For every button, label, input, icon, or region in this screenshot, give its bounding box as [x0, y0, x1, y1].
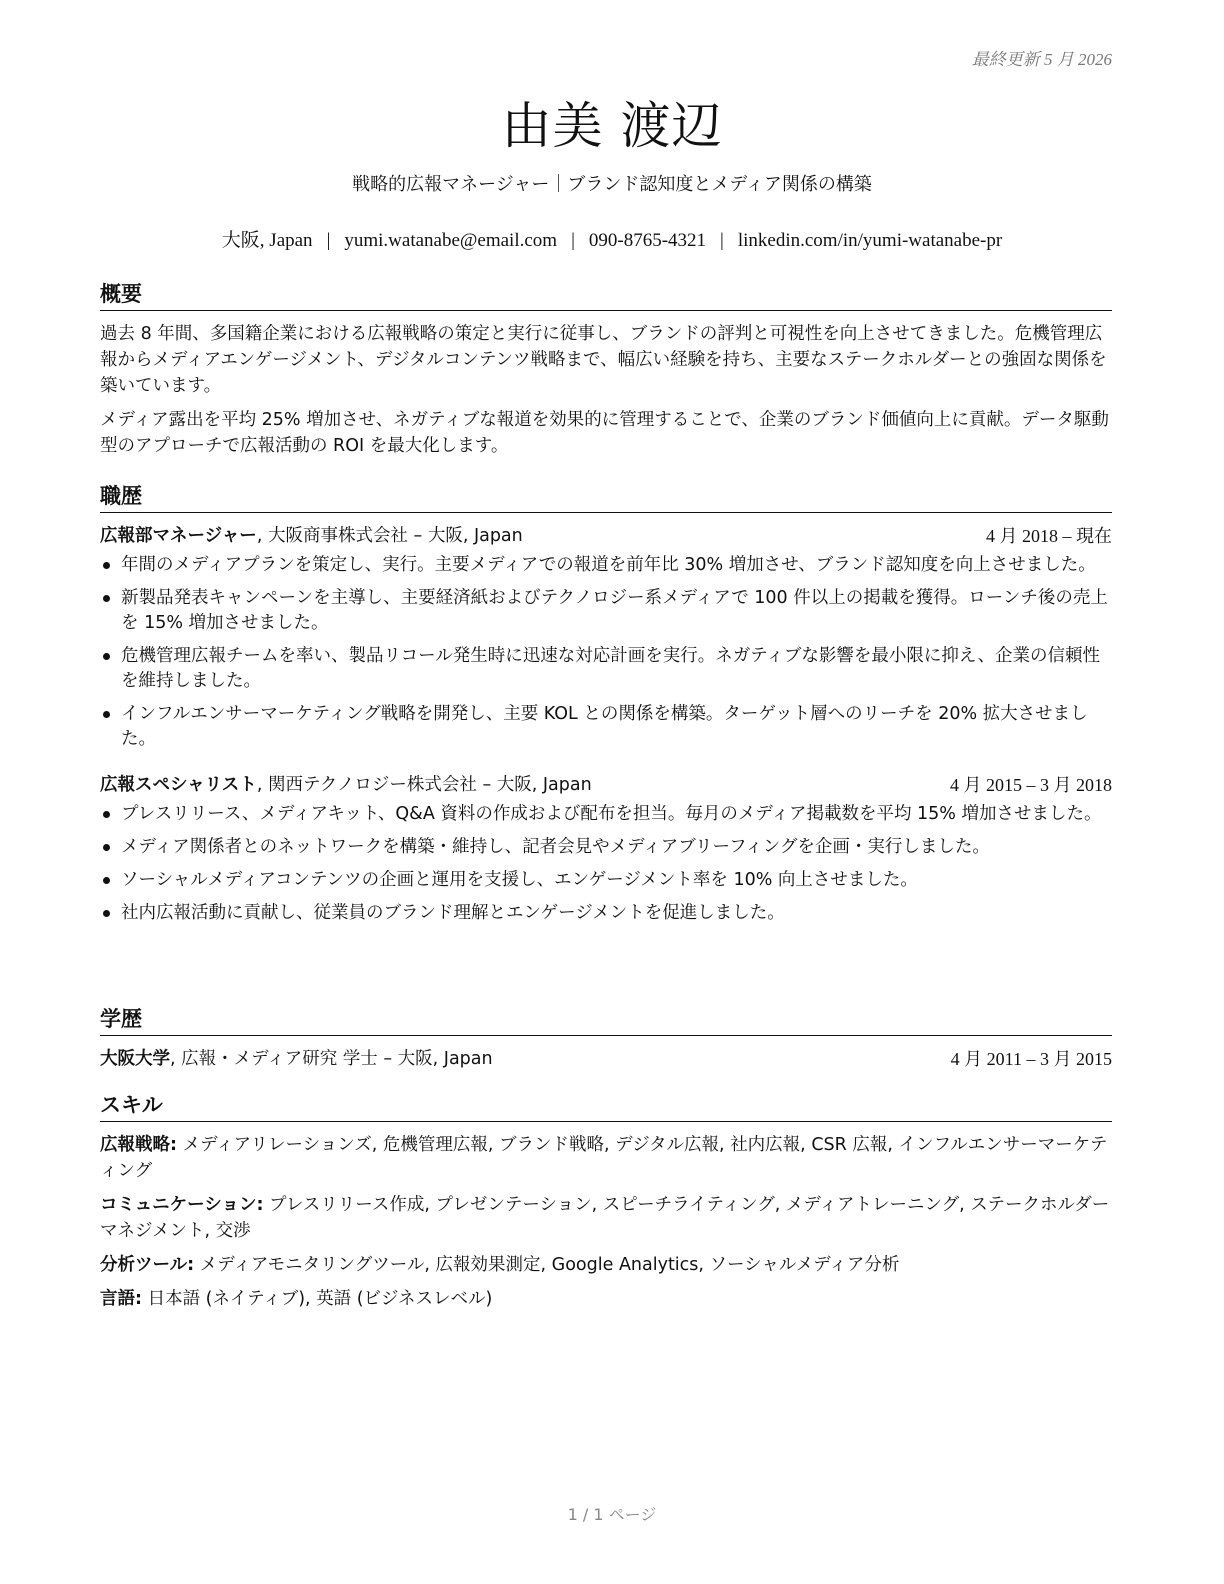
education-entry: [100, 1046, 1112, 1072]
job-bullet: インフルエンサーマーケティング戦略を開発し、主要 KOL との関係を構築。ターゲット層へのリーチを 20% 拡大させました。: [100, 702, 1112, 752]
experience-section: [100, 480, 1112, 934]
candidate-name: 由美 渡辺: [501, 97, 723, 155]
job-bullet: 年間のメディアプランを策定し、実行。主要メディアでの報道を前年比 30% 増加させ、ブランド認知度を向上させました。: [100, 553, 1112, 578]
job-bullet: 新製品発表キャンペーンを主導し、主要経済紙およびテクノロジー系メディアで 100 件以上の掲載を獲得。ローンチ後の売上を 15% 増加させました。: [100, 586, 1112, 636]
job-header: [100, 772, 1112, 798]
summary-paragraph: メディア露出を平均 25% 増加させ、ネガティブな報道を効果的に管理することで、企業のブランド価値向上に貢献。データ駆動型のアプローチで広報活動の ROI を最大化します。: [100, 410, 1109, 456]
contact-phone[interactable]: 090-8765-4321: [588, 230, 707, 251]
last-updated: 最終更新 5 月 2026: [971, 50, 1112, 69]
tagline: 戦略的広報マネージャー｜ブランド認知度とメディア関係の構築: [352, 174, 872, 195]
job-org: , 大阪商事株式会社 – 大阪, Japan: [256, 526, 523, 546]
contact-location: 大阪, Japan: [221, 230, 313, 251]
section-title-experience: 職歴: [100, 480, 1112, 513]
contact-line: [0, 225, 1224, 252]
contact-email[interactable]: yumi.watanabe@email.com: [344, 230, 558, 251]
skill-label: 広報戦略:: [100, 1135, 177, 1155]
section-title-summary: 概要: [100, 278, 1112, 311]
job-role: 広報部マネージャー: [100, 526, 257, 546]
skill-row: [100, 1286, 1112, 1312]
job-bullets: [100, 802, 1112, 926]
contact-linkedin[interactable]: linkedin.com/in/yumi-watanabe-pr: [737, 230, 1003, 251]
contact-separator: |: [326, 230, 331, 251]
summary-section: [100, 278, 1112, 467]
summary-paragraph: 過去 8 年間、多国籍企業における広報戦略の策定と実行に従事し、ブランドの評判と可視性を向上させてきました。危機管理広報からメディアエンゲージメント、デジタルコンテンツ戦略まで、幅広い経験を持ち、主要なステークホルダーとの強固な関係を築いています。: [100, 324, 1107, 396]
job-bullet: プレスリリース、メディアキット、Q&A 資料の作成および配布を担当。毎月のメディア掲載数を平均 15% 増加させました。: [100, 802, 1112, 827]
job-bullet: メディア関係者とのネットワークを構築・維持し、記者会見やメディアブリーフィングを企画・実行しました。: [100, 835, 1112, 860]
skill-row: [100, 1192, 1112, 1244]
job-role: 広報スペシャリスト: [100, 775, 257, 795]
job-org: , 関西テクノロジー株式会社 – 大阪, Japan: [256, 775, 592, 795]
degree-detail: , 広報・メディア研究 学士 – 大阪, Japan: [170, 1049, 493, 1069]
skill-value: プレスリリース作成, プレゼンテーション, スピーチライティング, メディアトレーニング, ステークホルダーマネジメント, 交渉: [100, 1195, 1110, 1241]
job-dates: 4 月 2018 – 現在: [986, 526, 1112, 546]
job-bullet: 危機管理広報チームを率い、製品リコール発生時に迅速な対応計画を実行。ネガティブな影響を最小限に抑え、企業の信頼性を維持しました。: [100, 644, 1112, 694]
contact-separator: |: [720, 230, 724, 251]
education-dates: 4 月 2011 – 3 月 2015: [950, 1049, 1112, 1069]
page-number: 1 / 1 ページ: [567, 1505, 657, 1524]
skill-label: 言語:: [100, 1289, 142, 1309]
education-section: [100, 1003, 1112, 1072]
skill-value: 日本語 (ネイティブ), 英語 (ビジネスレベル): [142, 1289, 493, 1309]
school-name: 大阪大学: [100, 1049, 170, 1069]
skill-value: メディアモニタリングツール, 広報効果測定, Google Analytics, ソーシャルメディア分析: [194, 1255, 900, 1275]
job-dates: 4 月 2015 – 3 月 2018: [950, 775, 1112, 795]
section-title-skills: スキル: [100, 1089, 1112, 1122]
job-header: [100, 523, 1112, 549]
skill-row: [100, 1252, 1112, 1278]
job-bullet: 社内広報活動に貢献し、従業員のブランド理解とエンゲージメントを促進しました。: [100, 901, 1112, 926]
skills-section: [100, 1089, 1112, 1320]
section-title-education: 学歴: [100, 1003, 1112, 1036]
skill-label: コミュニケーション:: [100, 1195, 264, 1215]
skill-value: メディアリレーションズ, 危機管理広報, ブランド戦略, デジタル広報, 社内広報, CSR 広報, インフルエンサーマーケティング: [100, 1135, 1108, 1181]
job-entry: [100, 523, 1112, 752]
skill-row: [100, 1132, 1112, 1184]
job-bullets: [100, 553, 1112, 752]
skill-label: 分析ツール:: [100, 1255, 195, 1275]
job-bullet: ソーシャルメディアコンテンツの企画と運用を支援し、エンゲージメント率を 10% 向上させました。: [100, 868, 1112, 893]
job-entry: [100, 772, 1112, 926]
contact-separator: |: [571, 230, 575, 251]
